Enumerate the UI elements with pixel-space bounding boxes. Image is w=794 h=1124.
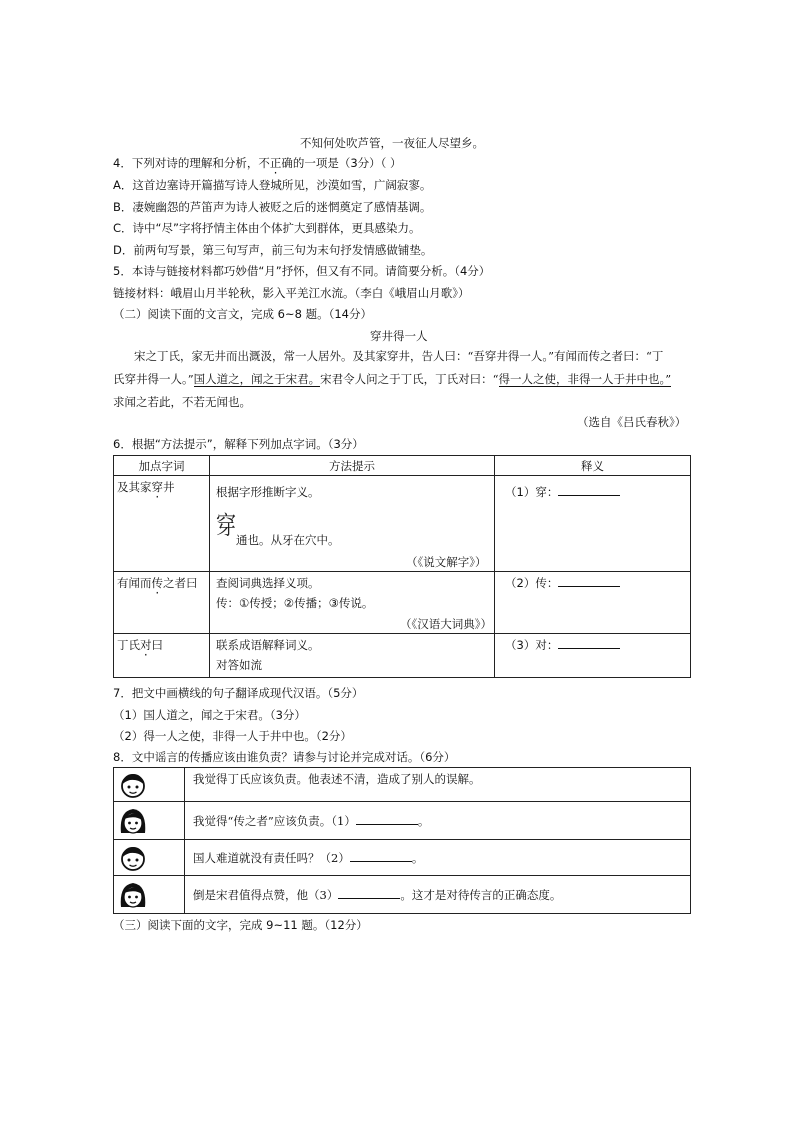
dialogue-text: 我觉得“传之者”应该负责。（1）	[193, 814, 356, 828]
q5-material: 链接材料：峨眉山月半轮秋，影入平羌江水流。（李白《峨眉山月歌》）	[113, 286, 470, 300]
q8-stem: 8．文中谣言的传播应该由谁负责？请参与讨论并完成对话。（6分）	[113, 750, 456, 764]
q8-dialogue-table	[113, 767, 691, 914]
passage-line-2	[113, 371, 671, 387]
avatar-cell	[114, 768, 185, 802]
hint-line-1: 联系成语解释词义。	[216, 638, 320, 652]
q6-table	[113, 455, 691, 678]
section2-heading: （二）阅读下面的文言文，完成 6~8 题。（14分）	[113, 307, 372, 321]
hint-cell	[210, 634, 495, 678]
q4-option-c: C．诗中“尽”字将抒情主体由个体扩大到群体，更具感染力。	[113, 221, 421, 235]
col-header-hint: 方法提示	[210, 456, 495, 476]
dialogue-text-cell	[185, 876, 691, 914]
dialogue-text: 国人难道就没有责任吗？（2）	[193, 851, 350, 865]
answer-blank-1[interactable]	[356, 813, 418, 825]
meaning-cell	[495, 476, 691, 572]
meaning-label: （3）对：	[505, 638, 559, 652]
answer-blank[interactable]	[558, 484, 620, 496]
hint-line-1: 查阅词典选择义项。	[216, 576, 320, 590]
hint-cell	[210, 572, 495, 634]
word-pre: 有闻而	[117, 576, 152, 590]
hint-line-1: 根据字形推断字义。	[216, 485, 320, 499]
boy-avatar-icon	[118, 770, 148, 800]
passage-line-1: 宋之丁氏，家无井而出溉汲，常一人居外。及其家穿井，告人曰：“吾穿井得一人。”有闻而传之者曰：“丁	[134, 349, 664, 363]
boy-avatar-icon	[118, 843, 148, 873]
underlined-sentence-1: 国人道之，闻之于宋君。	[193, 372, 321, 386]
passage-line-2-a: 氏穿井得一人。”	[113, 372, 194, 386]
poem-last-line: 不知何处吹芦管，一夜征人尽望乡。	[300, 136, 484, 150]
passage-line-3: 求闻之若此，不若无闻也。	[113, 395, 251, 409]
word-pre: 及其家	[117, 480, 152, 494]
hint-line-2: 传：①传授；②传播；③传说。	[216, 596, 374, 610]
avatar-cell	[114, 840, 185, 876]
dialogue-text-cell	[185, 768, 691, 802]
hint-line-2: 对答如流	[216, 658, 262, 672]
word-cell	[114, 634, 210, 678]
q4-option-d: D．前两句写景，第三句写声，前三句为末句抒发情感做铺垫。	[113, 243, 433, 257]
word-dotted: 对	[140, 638, 152, 652]
q6-stem: 6．根据“方法提示”，解释下列加点字词。（3分）	[113, 437, 364, 451]
col-header-word: 加点字词	[114, 456, 210, 476]
dialogue-text-post: 。这才是对待传言的正确态度。	[400, 888, 562, 902]
hint-cell	[210, 476, 495, 572]
meaning-cell	[495, 572, 691, 634]
section3-heading: （三）阅读下面的文字，完成 9~11 题。（12分）	[113, 918, 368, 932]
word-cell	[114, 572, 210, 634]
passage-source: （选自《吕氏春秋》）	[577, 415, 687, 429]
word-post: 曰	[151, 638, 163, 652]
q4-stem-emphasis: 不正确	[258, 156, 293, 170]
dialogue-row	[114, 768, 691, 802]
girl-avatar-icon	[117, 805, 149, 837]
dialogue-row	[114, 876, 691, 914]
word-dotted: 传	[151, 576, 163, 590]
table-row	[114, 572, 691, 634]
seal-script-glyph: 穿	[216, 510, 236, 540]
word-post: 之者曰	[163, 576, 198, 590]
dialogue-row	[114, 840, 691, 876]
hint-source: （《汉语大词典》）	[400, 617, 492, 631]
meaning-cell	[495, 634, 691, 678]
q7-item-1: （1）国人道之，闻之于宋君。（3分）	[113, 708, 306, 722]
q4-option-b: B．凄婉幽怨的芦笛声为诗人被贬之后的迷惘奠定了感情基调。	[113, 200, 432, 214]
word-pre: 丁氏	[117, 638, 140, 652]
passage-line-2-b: 宋君令人问之于丁氏，丁氏对曰：“	[320, 372, 499, 386]
avatar-cell	[114, 802, 185, 840]
dialogue-text-post: 。	[417, 814, 430, 828]
word-dotted: 穿	[151, 480, 163, 494]
q4-option-a: A．这首边塞诗开篇描写诗人登城所见，沙漠如雪，广阔寂寥。	[113, 178, 432, 192]
q4-stem	[113, 155, 402, 171]
answer-blank-3[interactable]	[338, 887, 400, 899]
dialogue-text-cell	[185, 840, 691, 876]
table-row	[114, 634, 691, 678]
avatar-cell	[114, 876, 185, 914]
dialogue-text-post: 。	[411, 851, 424, 865]
q7-stem: 7．把文中画横线的句子翻译成现代汉语。（5分）	[113, 686, 364, 700]
meaning-label: （2）传：	[505, 576, 559, 590]
dialogue-text-cell	[185, 802, 691, 840]
word-cell	[114, 476, 210, 572]
girl-avatar-icon	[117, 879, 149, 911]
answer-blank-2[interactable]	[350, 850, 412, 862]
q4-stem-pre: 4．下列对诗的理解和分析，	[113, 156, 259, 170]
hint-line-2: 通也。从牙在穴中。	[236, 533, 340, 547]
q7-item-2: （2）得一人之使，非得一人于井中也。（2分）	[113, 729, 352, 743]
meaning-label: （1）穿：	[505, 485, 559, 499]
q4-stem-post: 的一项是（3分）（ ）	[292, 156, 402, 170]
word-post: 井	[163, 480, 175, 494]
col-header-meaning: 释义	[495, 456, 691, 476]
underlined-sentence-2: 得一人之使，非得一人于井中也。”	[498, 372, 672, 386]
answer-blank[interactable]	[558, 637, 620, 649]
dialogue-text: 倒是宋君值得点赞，他（3）	[193, 888, 339, 902]
q5-stem: 5．本诗与链接材料都巧妙借“月”抒怀，但又有不同。请简要分析。（4分）	[113, 264, 491, 278]
answer-blank[interactable]	[558, 575, 620, 587]
dialogue-text: 我觉得丁氏应该负责。他表述不清，造成了别人的误解。	[193, 772, 481, 786]
dialogue-row	[114, 802, 691, 840]
passage-title: 穿井得一人	[370, 329, 428, 343]
hint-source: （《说文解字》）	[406, 555, 487, 569]
table-row	[114, 476, 691, 572]
